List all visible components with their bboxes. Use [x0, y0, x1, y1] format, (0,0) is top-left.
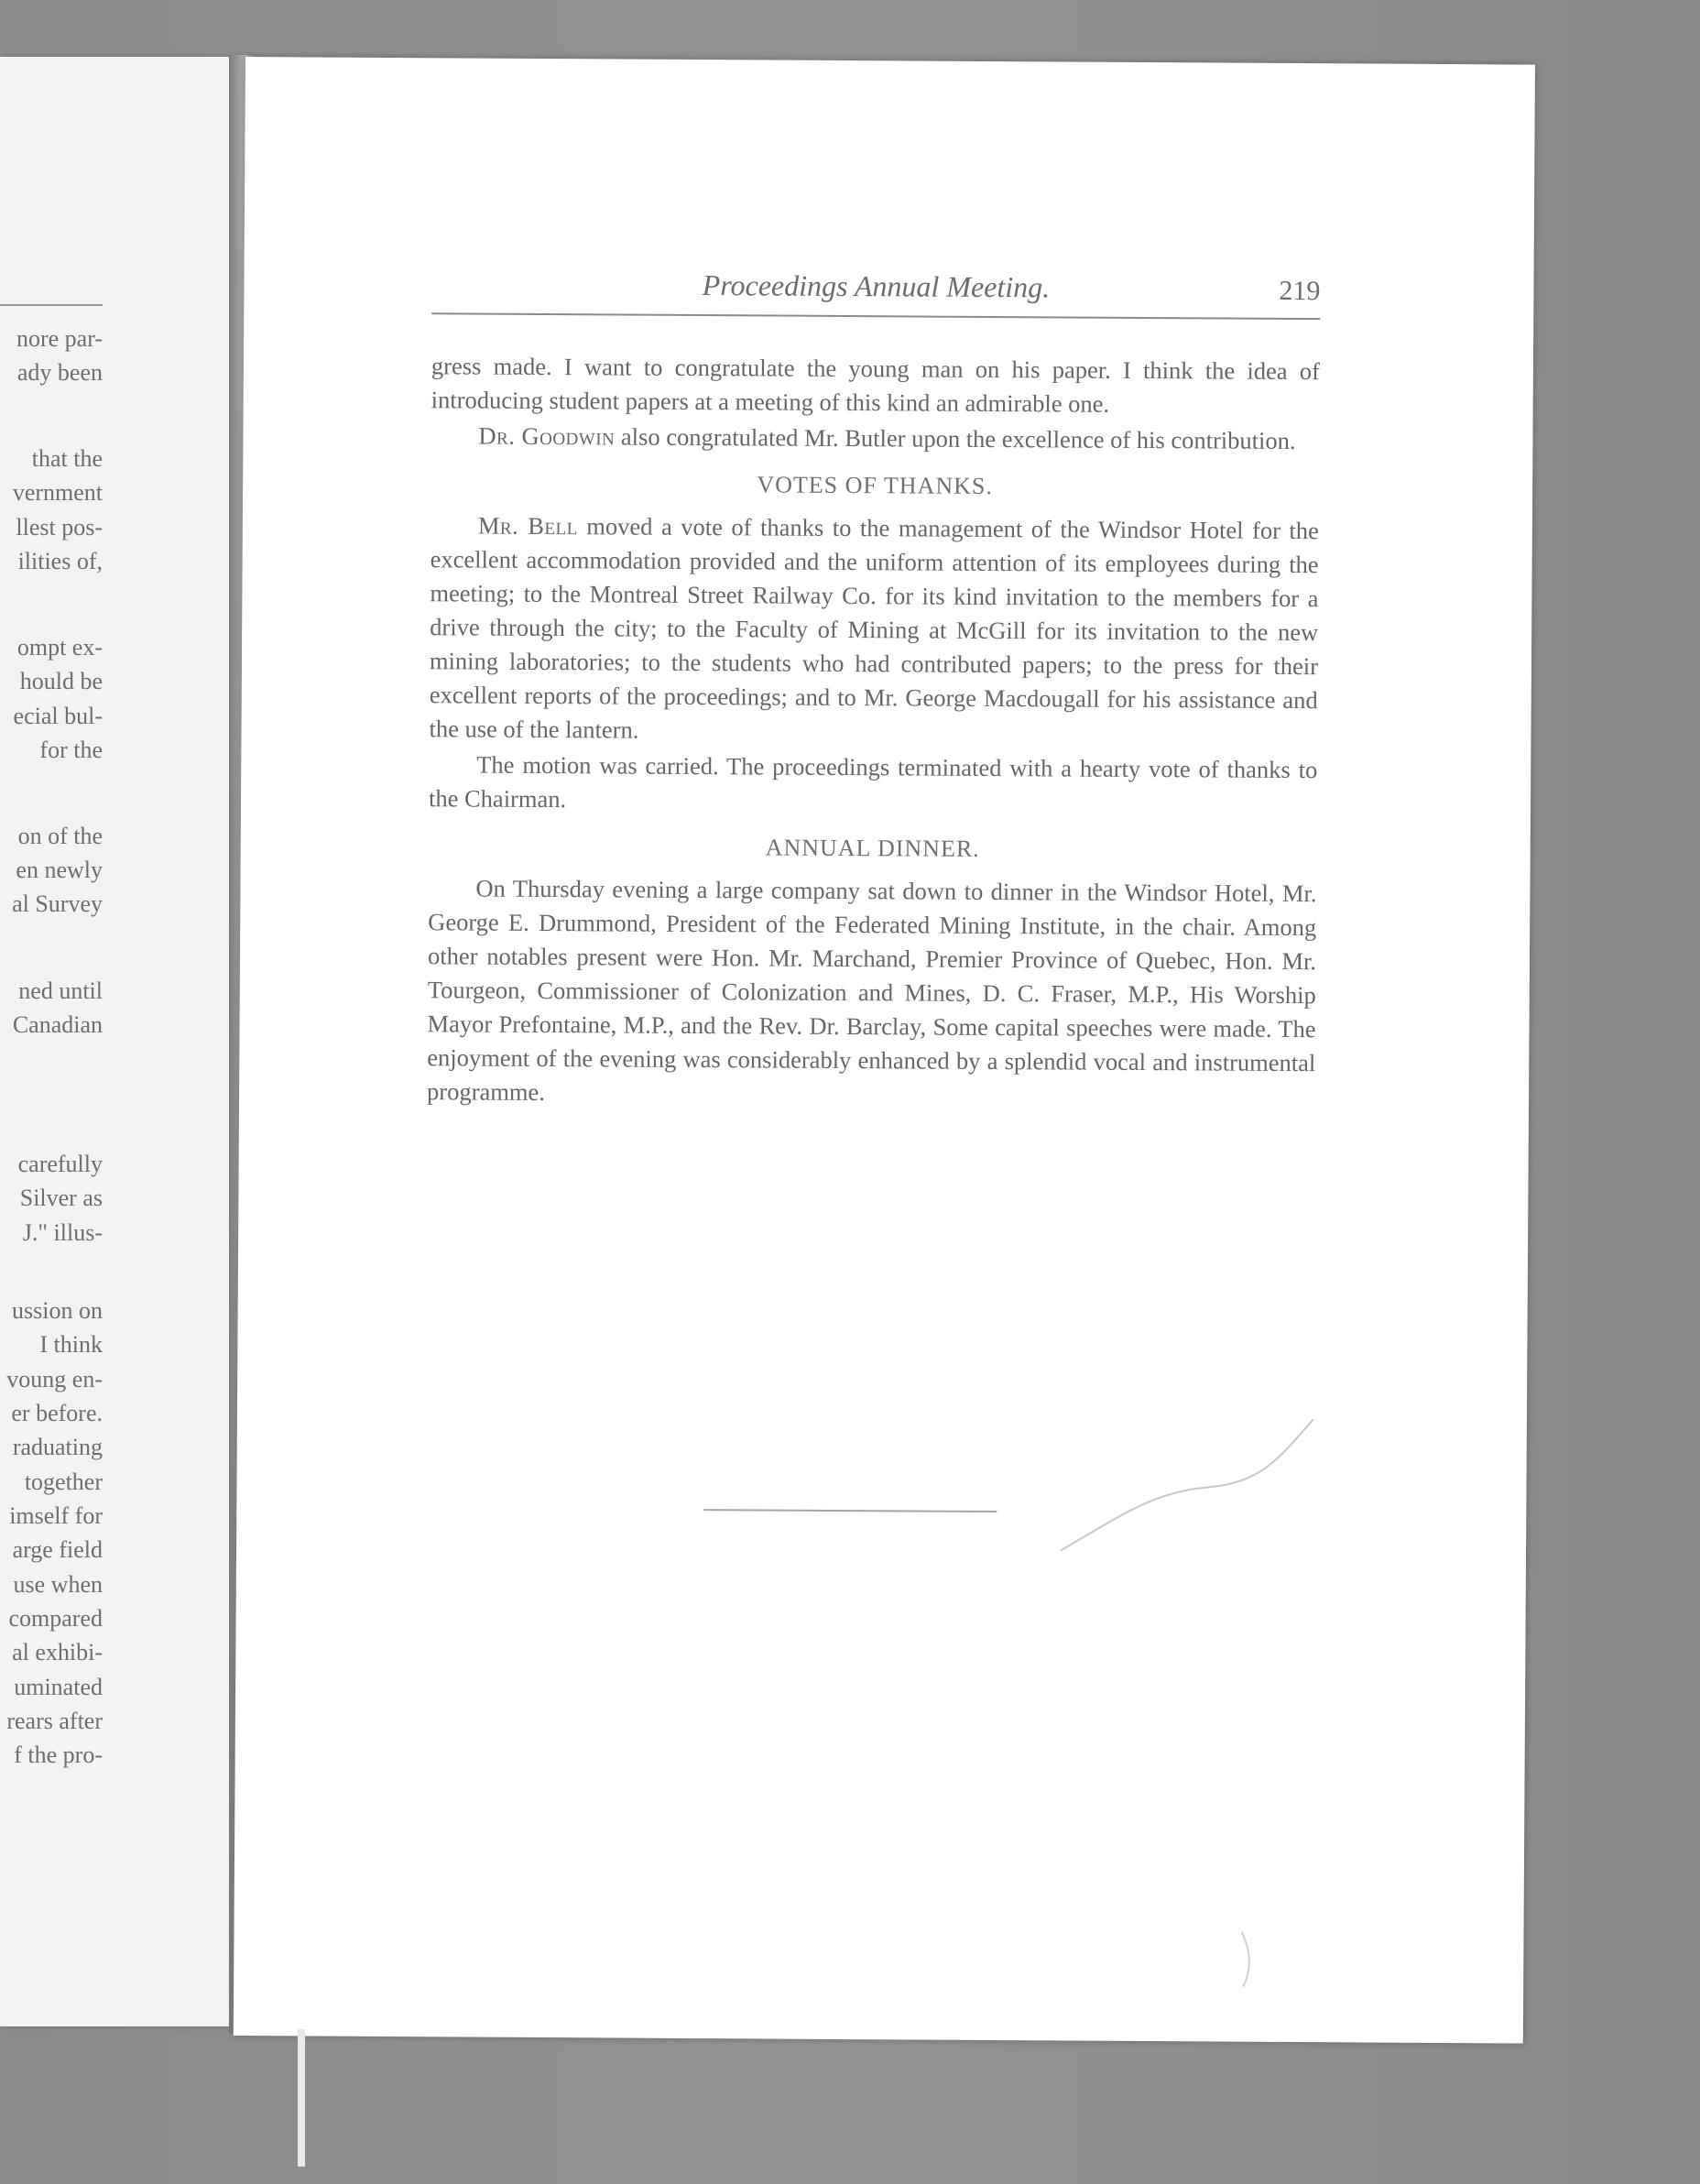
previous-page-line: vernment — [12, 479, 103, 506]
previous-page-header-rule — [0, 304, 103, 306]
previous-page-line: Canadian — [12, 1011, 103, 1038]
previous-page-line: compared — [8, 1605, 103, 1632]
previous-page-line: for the — [39, 737, 103, 763]
previous-page-line: ussion on — [12, 1297, 103, 1324]
previous-page-line: use when — [13, 1571, 103, 1598]
previous-page-line: on of the — [17, 823, 103, 849]
paragraph-continuation: gress made. I want to congratulate the young man on his paper. I think the idea of introducing student papers at a meeting of this kind an admirable one. — [430, 352, 1321, 418]
page-header — [431, 267, 1320, 320]
previous-page-line: f the pro- — [14, 1742, 103, 1768]
book-page — [234, 57, 1535, 2044]
previous-page-line: carefully — [17, 1151, 103, 1177]
paragraph-goodwin — [430, 419, 1319, 458]
previous-page-line: that the — [31, 445, 103, 472]
paragraph-text: also congratulated Mr. Butler upon the excellence of his contribution. — [615, 422, 1296, 455]
previous-page-line: Silver as — [19, 1185, 103, 1211]
previous-page-fragment — [0, 57, 255, 2026]
section-heading-dinner: ANNUAL DINNER. — [765, 834, 980, 862]
page-body — [427, 349, 1320, 1116]
paragraph-dinner: On Thursday evening a large company sat down to dinner in the Windsor Hotel, Mr. George E. Drummond, President of the Federated Mining Institute, in the chair. Among other notables present were Hon. Mr. Marchand, Premier Province of Quebec, Hon. Mr. Tourgeon, Commissioner of Colonization and Mines, D. C. Fraser, M.P., His Worship Mayor Prefontaine, M.P., and the Rev. Dr. Barclay, Some capital speeches were made. The enjoyment of the evening was considerably enhanced by a splendid vocal and instrumental programme. — [427, 874, 1317, 1107]
speaker-name: Dr. Goodwin — [478, 421, 616, 451]
previous-page-line: I think — [39, 1331, 103, 1358]
previous-page-line: en newly — [16, 857, 103, 883]
previous-page-line: er before. — [11, 1400, 103, 1426]
previous-page-line: raduating — [12, 1434, 103, 1460]
paragraph-text: moved a vote of thanks to the management of the Windsor Hotel for the excellent accommodation provided and the uniform attention of its employees during the meeting; to the Montreal Street Railway Co. for its kind invitation to the members for a drive through the city; to the Faculty of Mining at McGill for its invitation to the new mining laboratories; to the students who had contributed papers; to the press for their excellent reports of the proceedings; and to Mr. George Macdougall for his assistance and the use of the lantern. — [429, 512, 1319, 744]
previous-page-line: uminated — [14, 1674, 103, 1700]
paragraph-motion: The motion was carried. The proceedings terminated with a hearty vote of thanks to the Chairman. — [428, 750, 1318, 814]
previous-page-line: nore par- — [16, 325, 103, 352]
previous-page-line: llest pos- — [16, 514, 103, 541]
previous-page-line: ecial bul- — [13, 703, 103, 729]
speaker-name: Mr. Bell — [477, 511, 578, 541]
previous-page-line: ilities of, — [17, 548, 103, 574]
previous-page-line: al Survey — [12, 890, 103, 917]
previous-page-line: ned until — [18, 977, 103, 1004]
previous-page-line: hould be — [19, 668, 103, 694]
paragraph-bell — [429, 508, 1319, 751]
previous-page-line: together — [24, 1469, 103, 1495]
page-number: 219 — [1279, 275, 1321, 307]
previous-page-line: voung en- — [6, 1366, 103, 1392]
end-rule — [703, 1509, 997, 1512]
previous-page-line: J." illus- — [22, 1219, 103, 1246]
previous-page-line: rears after — [6, 1708, 103, 1734]
previous-page-line: arge field — [12, 1536, 103, 1563]
previous-page-line: ady been — [16, 359, 103, 386]
section-heading-votes: VOTES OF THANKS. — [757, 471, 993, 499]
previous-page-line: ompt ex- — [16, 634, 103, 661]
previous-page-line: al exhibi- — [12, 1639, 103, 1665]
previous-page-line: imself for — [9, 1502, 103, 1529]
binding-edge-mark — [298, 2029, 305, 2167]
running-head: Proceedings Annual Meeting. — [702, 268, 1051, 304]
